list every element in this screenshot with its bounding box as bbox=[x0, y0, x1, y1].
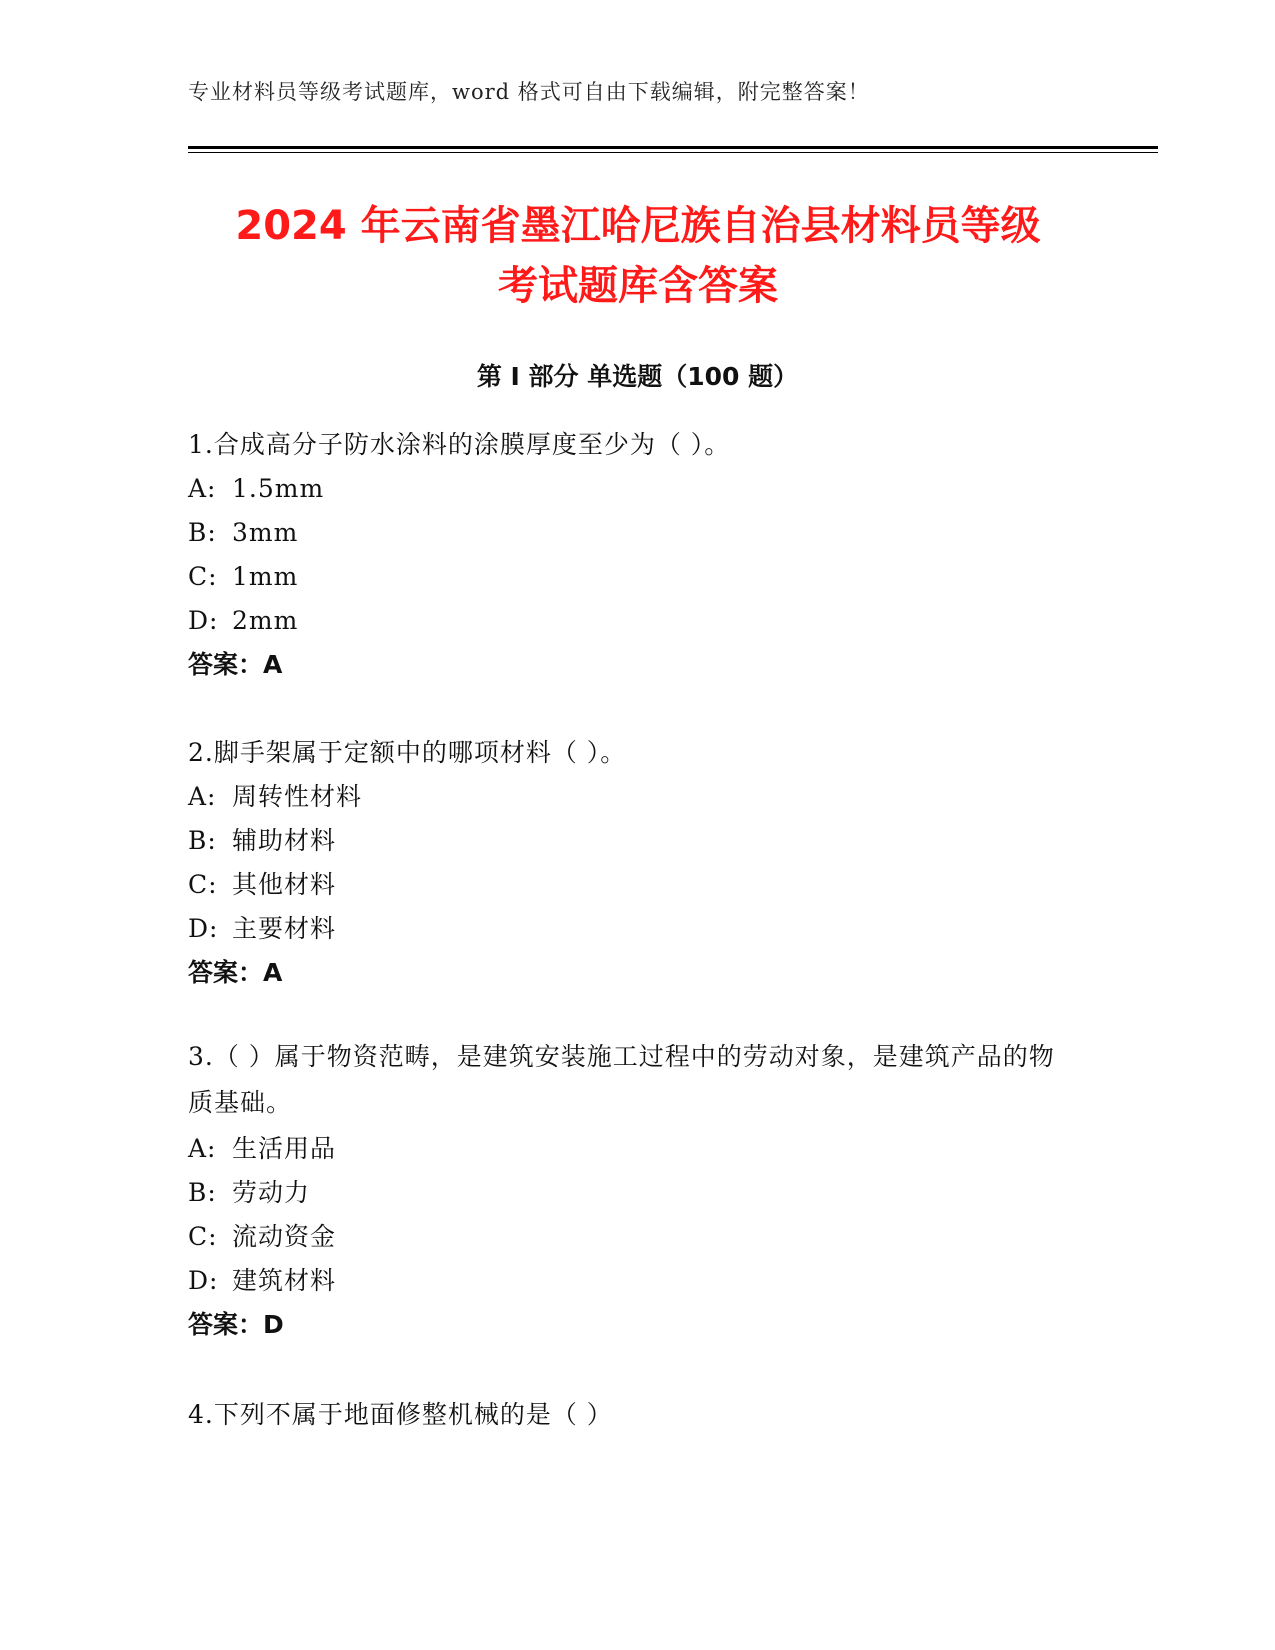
question-2-stem: 2.脚手架属于定额中的哪项材料（ ）。 bbox=[188, 738, 627, 767]
option-key: B: bbox=[188, 518, 217, 547]
question-3-option-c bbox=[188, 1222, 336, 1252]
question-2-option-b bbox=[188, 826, 336, 856]
option-text: 辅助材料 bbox=[232, 826, 337, 855]
option-text: 其他材料 bbox=[232, 870, 337, 899]
section-title: 第 I 部分 单选题（100 题） bbox=[476, 362, 799, 391]
option-text: 建筑材料 bbox=[232, 1266, 337, 1295]
option-key: A: bbox=[188, 782, 217, 811]
question-4-stem: 4.下列不属于地面修整机械的是（ ） bbox=[188, 1400, 613, 1429]
question-1-option-d bbox=[188, 606, 298, 636]
option-key: A: bbox=[188, 474, 217, 503]
header-divider-thin bbox=[188, 152, 1158, 153]
option-text: 1mm bbox=[232, 562, 299, 591]
option-text: 流动资金 bbox=[232, 1222, 337, 1251]
option-text: 2mm bbox=[232, 606, 299, 635]
document-title-line-2: 考试题库含答案 bbox=[498, 263, 778, 309]
option-key: D: bbox=[188, 914, 219, 943]
question-3-stem: 3.（ ）属于物资范畴，是建筑安装施工过程中的劳动对象，是建筑产品的物质基础。 bbox=[188, 1042, 1055, 1117]
option-text: 周转性材料 bbox=[232, 782, 363, 811]
option-text: 主要材料 bbox=[232, 914, 337, 943]
question-1-option-c bbox=[188, 562, 298, 592]
question-3-option-a bbox=[188, 1134, 336, 1164]
question-1-answer: 答案：A bbox=[188, 650, 283, 679]
header-divider-thick bbox=[188, 146, 1158, 149]
question-2-option-c bbox=[188, 870, 336, 900]
option-key: C: bbox=[188, 1222, 218, 1251]
document-title-line-1: 2024 年云南省墨江哈尼族自治县材料员等级 bbox=[235, 203, 1041, 249]
question-3-option-d bbox=[188, 1266, 336, 1296]
question-1-option-b bbox=[188, 518, 298, 548]
option-key: D: bbox=[188, 606, 219, 635]
option-key: D: bbox=[188, 1266, 219, 1295]
question-1-stem: 1.合成高分子防水涂料的涂膜厚度至少为（ ）。 bbox=[188, 430, 731, 459]
question-3-option-b bbox=[188, 1178, 310, 1208]
option-key: B: bbox=[188, 1178, 217, 1207]
question-2-answer: 答案：A bbox=[188, 958, 283, 987]
option-key: C: bbox=[188, 870, 218, 899]
option-text: 劳动力 bbox=[232, 1178, 311, 1207]
option-text: 生活用品 bbox=[232, 1134, 337, 1163]
option-key: B: bbox=[188, 826, 217, 855]
header-note: 专业材料员等级考试题库，word 格式可自由下载编辑，附完整答案！ bbox=[188, 80, 870, 104]
option-key: C: bbox=[188, 562, 218, 591]
question-3-answer: 答案：D bbox=[188, 1310, 284, 1339]
option-text: 1.5mm bbox=[232, 474, 325, 503]
question-2-option-a bbox=[188, 782, 362, 812]
document-title bbox=[160, 196, 1116, 316]
question-1-option-a bbox=[188, 474, 324, 504]
question-2-option-d bbox=[188, 914, 336, 944]
option-key: A: bbox=[188, 1134, 217, 1163]
option-text: 3mm bbox=[232, 518, 299, 547]
